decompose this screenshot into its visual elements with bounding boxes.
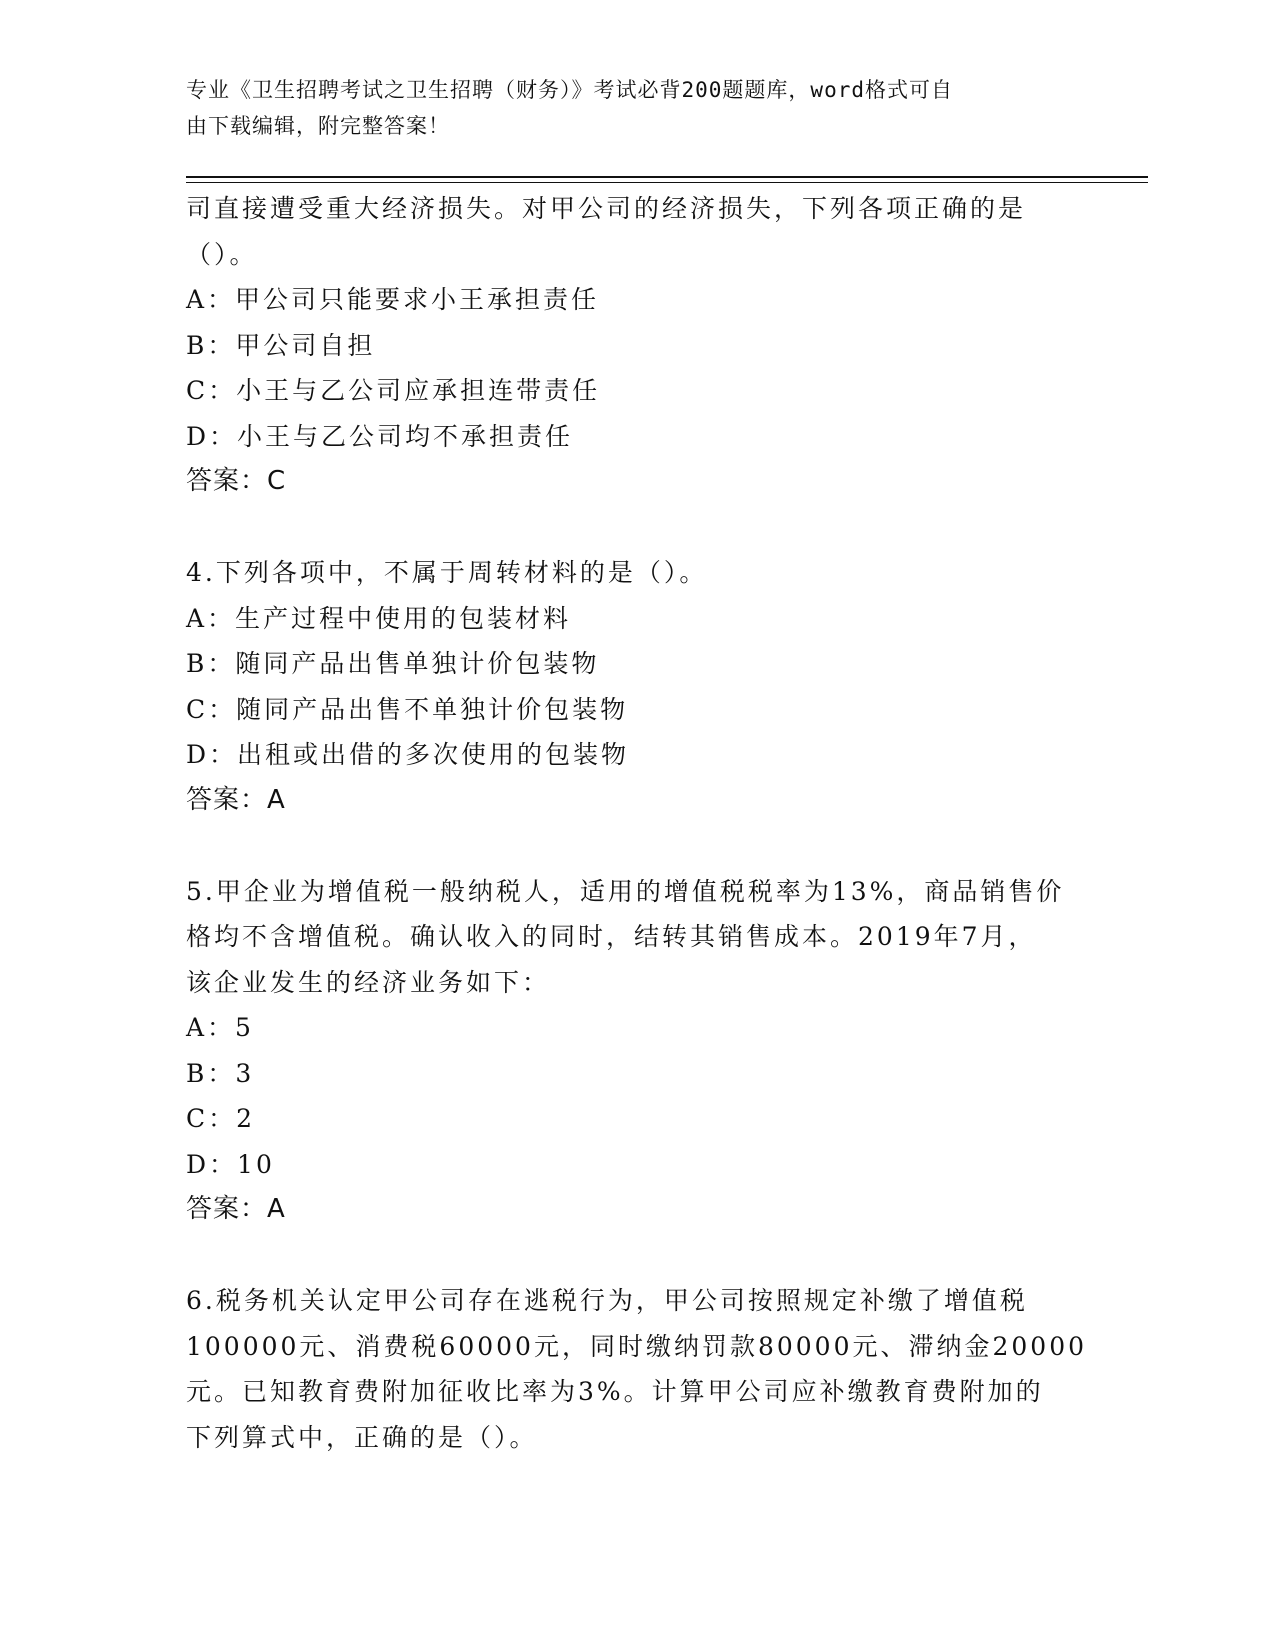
question-stem: 4.下列各项中，不属于周转材料的是（）。 [186, 558, 708, 587]
option-c: C：小王与乙公司应承担连带责任 [186, 376, 601, 405]
header-divider-thin [186, 182, 1148, 183]
document-header [186, 72, 1066, 144]
option-d: D：出租或出借的多次使用的包装物 [186, 740, 630, 769]
question-stem: 格均不含增值税。确认收入的同时，结转其销售成本。2019年7月， [186, 922, 1037, 951]
question-stem: 5.甲企业为增值税一般纳税人，适用的增值税税率为13%，商品销售价 [186, 876, 1065, 906]
option-a: A：5 [186, 1013, 254, 1042]
header-divider-thick [186, 176, 1148, 178]
option-b: B：3 [186, 1058, 255, 1088]
option-b: B：甲公司自担 [186, 330, 376, 360]
spacer [186, 823, 1086, 869]
option-a: A：生产过程中使用的包装材料 [186, 603, 572, 633]
question-4 [186, 550, 1086, 823]
spacer [186, 1233, 1086, 1279]
option-d: D：小王与乙公司均不承担责任 [186, 421, 574, 451]
question-stem: 100000元、消费税60000元，同时缴纳罚款80000元、滞纳金20000 [186, 1331, 1088, 1361]
question-6 [186, 1278, 1086, 1460]
answer: 答案：C [186, 466, 287, 496]
question-stem: 下列算式中，正确的是（）。 [186, 1422, 538, 1452]
question-stem: 司直接遭受重大经济损失。对甲公司的经济损失，下列各项正确的是 [186, 194, 1027, 223]
question-5 [186, 869, 1086, 1233]
header-title-line-1: 专业《卫生招聘考试之卫生招聘（财务）》考试必背200题题库，word格式可自 [186, 78, 953, 102]
question-stem: （）。 [186, 239, 258, 269]
question-stem: 6.税务机关认定甲公司存在逃税行为，甲公司按照规定补缴了增值税 [186, 1286, 1028, 1315]
header-title-line-2: 由下载编辑，附完整答案！ [186, 114, 450, 138]
option-c: C：2 [186, 1104, 256, 1133]
question-list [186, 186, 1086, 1460]
question-3 [186, 186, 1086, 505]
option-b: B：随同产品出售单独计价包装物 [186, 649, 600, 678]
option-d: D：10 [186, 1149, 275, 1179]
option-a: A：甲公司只能要求小王承担责任 [186, 285, 600, 314]
answer: 答案：A [186, 784, 286, 815]
answer: 答案：A [186, 1194, 286, 1224]
question-stem: 该企业发生的经济业务如下： [186, 967, 551, 997]
question-stem: 元。已知教育费附加征收比率为3%。计算甲公司应补缴教育费附加的 [186, 1377, 1044, 1406]
option-c: C：随同产品出售不单独计价包装物 [186, 694, 629, 724]
spacer [186, 505, 1086, 551]
